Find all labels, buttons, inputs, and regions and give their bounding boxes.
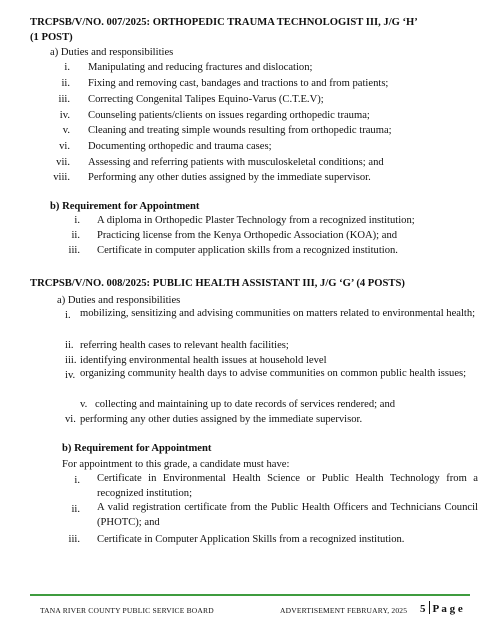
list-item: performing any other duties assigned by the immediate supervisor. [80, 414, 363, 425]
posts-count: (1 POST) [30, 32, 73, 43]
footer-date: ADVERTISEMENT FEBRUARY, 2025 [280, 606, 408, 615]
list-item: Fixing and removing cast, bandages and tractions to and from patients; [88, 78, 389, 89]
list-item: Practicing license from the Kenya Orthopedic Association (KOA); and [97, 230, 398, 241]
list-item: Documenting orthopedic and trauma cases; [88, 141, 272, 152]
footer-divider [30, 594, 470, 596]
list-number: ii. [61, 78, 70, 89]
list-number: i. [74, 215, 80, 226]
list-number: i. [65, 310, 71, 321]
list-item: Manipulating and reducing fractures and dislocation; [88, 62, 313, 73]
requirements-intro: For appointment to this grade, a candidate must have: [62, 459, 290, 470]
list-number: iv. [65, 370, 76, 381]
list-number: v. [62, 125, 70, 136]
list-item: identifying environmental health issues at household level [80, 355, 327, 366]
list-number: iii. [58, 94, 70, 105]
list-item: Certificate in Computer Application Skills from a recognized institution. [97, 534, 405, 545]
section-heading: TRCPSB/V/NO. 007/2025: ORTHOPEDIC TRAUMA TECHNOLOGIST III, J/G ‘H’ [30, 17, 418, 28]
list-number: ii. [71, 504, 80, 515]
list-number: iv. [59, 110, 70, 121]
list-item: referring health cases to relevant health facilities; [80, 340, 289, 351]
list-item: Counseling patients/clients on issues regarding orthopedic trauma; [88, 110, 370, 121]
list-number: iii. [68, 245, 80, 256]
list-item: organizing community health days to advise communities on common public health issues; [80, 368, 467, 379]
list-item: Assessing and referring patients with musculoskeletal conditions; and [88, 157, 384, 168]
list-number: i. [74, 475, 80, 486]
requirements-label: b) Requirement for Appointment [50, 201, 200, 212]
list-item: mobilizing, sensitizing and advising communities on matters related to environmental health; [80, 308, 476, 319]
list-number: ii. [65, 340, 74, 351]
page-label: P a g e [432, 603, 463, 615]
list-item: Performing any other duties assigned by the immediate supervisor. [88, 172, 371, 183]
list-item: Certificate in computer application skills from a recognized institution. [97, 245, 398, 256]
page-separator [429, 601, 430, 614]
list-number: ii. [71, 230, 80, 241]
page-number [420, 601, 463, 615]
duties-label: a) Duties and responsibilities [57, 295, 181, 306]
list-number: v. [80, 399, 88, 410]
section-heading: TRCPSB/V/NO. 008/2025: PUBLIC HEALTH ASSISTANT III, J/G ‘G’ (4 POSTS) [30, 278, 405, 289]
requirements-label: b) Requirement for Appointment [62, 443, 212, 454]
list-item: A diploma in Orthopedic Plaster Technology from a recognized institution; [97, 215, 415, 226]
footer-organization: TANA RIVER COUNTY PUBLIC SERVICE BOARD [40, 606, 214, 615]
list-item: Cleaning and treating simple wounds resulting from orthopedic trauma; [88, 125, 392, 136]
list-item: A valid registration certificate from the Public Health Officers and Technicians Council (PHOTC); and [97, 502, 478, 528]
list-number: iii. [65, 355, 77, 366]
list-number: i. [64, 62, 70, 73]
list-number: vii. [56, 157, 70, 168]
list-number: iii. [68, 534, 80, 545]
list-number: viii. [53, 172, 70, 183]
duties-label: a) Duties and responsibilities [50, 47, 174, 58]
list-item: Certificate in Environmental Health Science or Public Health Technology from a recognized institution; [97, 473, 478, 499]
page-number-value: 5 [420, 603, 426, 615]
list-item: collecting and maintaining up to date records of services rendered; and [95, 399, 396, 410]
list-number: vi. [65, 414, 76, 425]
list-number: vi. [59, 141, 70, 152]
list-item: Correcting Congenital Talipes Equino-Varus (C.T.E.V); [88, 94, 324, 105]
